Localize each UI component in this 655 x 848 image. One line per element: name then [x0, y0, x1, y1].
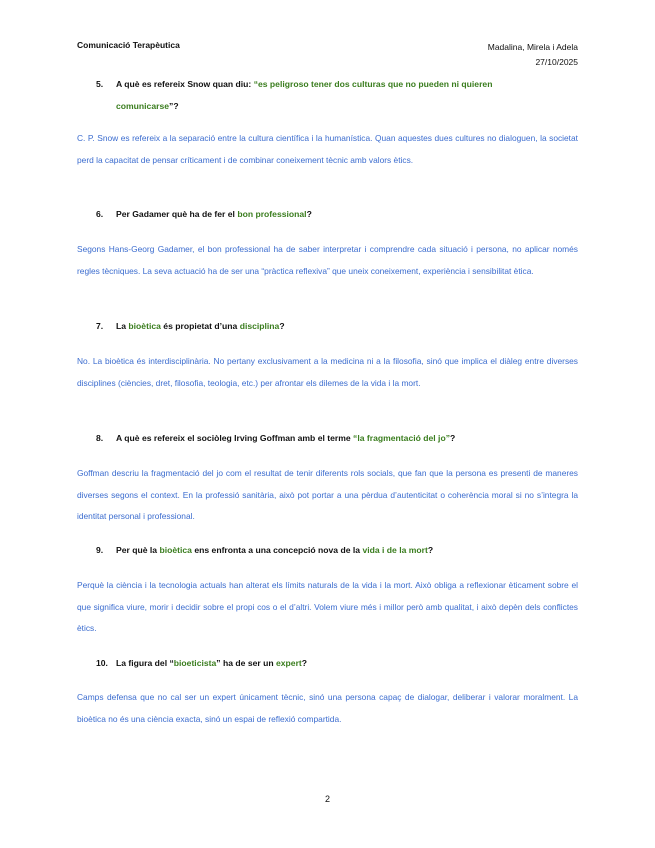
- question-text: és propietat d’una: [160, 321, 240, 331]
- question-text: La figura del “: [116, 658, 174, 668]
- question-number: 8.: [96, 433, 104, 443]
- question-highlight: expert: [276, 658, 302, 668]
- question-text: ?: [450, 433, 456, 443]
- question-text: ?: [427, 545, 434, 555]
- question-number: 9.: [96, 545, 104, 555]
- authors: Madalina, Mirela i Adela: [487, 42, 578, 52]
- question-text: La: [116, 321, 129, 331]
- question-highlight: disciplina: [239, 321, 280, 331]
- question-number: 6.: [96, 209, 104, 219]
- date: 27/10/2025: [535, 57, 578, 67]
- question-6: [96, 203, 578, 225]
- question-highlight: vida i de la mort: [362, 545, 428, 555]
- question-highlight: “la fragmentació del jo”: [353, 433, 450, 443]
- answer-10: Camps defensa que no cal ser un expert únicament tècnic, sinó una persona capaç de dialogar, deliberar i valorar moralment. La bioètica no és una ciència exacta, sinó un espai de reflexió compartida.: [77, 692, 578, 724]
- question-number: 10.: [96, 658, 108, 668]
- question-text: ?: [306, 209, 312, 219]
- question-5: [96, 73, 578, 117]
- question-7: [96, 315, 578, 337]
- question-text: ” ha de ser un: [216, 658, 276, 668]
- question-text: Per què la: [116, 545, 160, 555]
- question-highlight: bioeticista: [173, 658, 217, 668]
- question-highlight: comunicarse: [116, 101, 170, 111]
- question-text: A què es refereix Snow quan diu:: [116, 79, 254, 89]
- question-8: [96, 427, 578, 449]
- answer-8: Goffman descriu la fragmentació del jo com el resultat de tenir diferents rols socials, que fan que la persona es presenti de maneres diverses segons el context. En la professió sanitària, això pot portar a una pèrdua d’autenticitat o coherència moral si no s’integra la identitat personal i professional.: [77, 468, 578, 521]
- question-highlight: bon professional: [237, 209, 307, 219]
- document-title: Comunicació Terapèutica: [77, 40, 180, 50]
- question-highlight: bioètica: [128, 321, 161, 331]
- question-highlight: bioètica: [159, 545, 192, 555]
- question-text: ”?: [169, 101, 179, 111]
- question-10: [96, 652, 578, 674]
- question-text: ?: [279, 321, 285, 331]
- answer-6: Segons Hans-Georg Gadamer, el bon professional ha de saber interpretar i comprendre cada situació i persona, no aplicar només regles tècniques. La seva actuació ha de ser una “pràctica reflexiva” que uneix coneixement, experiència i sensibilitat ètica.: [77, 244, 578, 276]
- question-text: ?: [301, 658, 308, 668]
- answer-9: Perquè la ciència i la tecnologia actuals han alterat els límits naturals de la vida i la mort. Això obliga a reflexionar èticament sobre el que significa viure, morir i decidir sobre el propi cos o el d’altri. Volem viure més i millor però amb qualitat, i això depèn dels conflictes ètics.: [77, 580, 578, 633]
- answer-5: C. P. Snow es refereix a la separació entre la cultura científica i la humanística. Quan aquestes dues cultures no dialoguen, la societat perd la capacitat de pensar críticament i de combinar coneixement tècnic amb valors ètics.: [77, 133, 578, 165]
- question-number: 5.: [96, 79, 104, 89]
- question-text: ens enfronta a una concepció nova de la: [191, 545, 363, 555]
- question-9: [96, 539, 578, 561]
- answer-7: No. La bioètica és interdisciplinària. No pertany exclusivament a la medicina ni a la filosofia, sinó que implica el diàleg entre diverses disciplines (ciències, dret, filosofia, teologia, etc.) per afrontar els dilemes de la vida i la mort.: [77, 356, 578, 388]
- page-number: 2: [324, 794, 330, 804]
- question-text: Per Gadamer què ha de fer el: [116, 209, 238, 219]
- question-highlight: “es peligroso tener dos culturas que no pueden ni quieren: [253, 79, 493, 89]
- question-number: 7.: [96, 321, 104, 331]
- header-info: [488, 40, 578, 70]
- question-text: A què es refereix el sociòleg Irving Goffman amb el terme: [116, 433, 354, 443]
